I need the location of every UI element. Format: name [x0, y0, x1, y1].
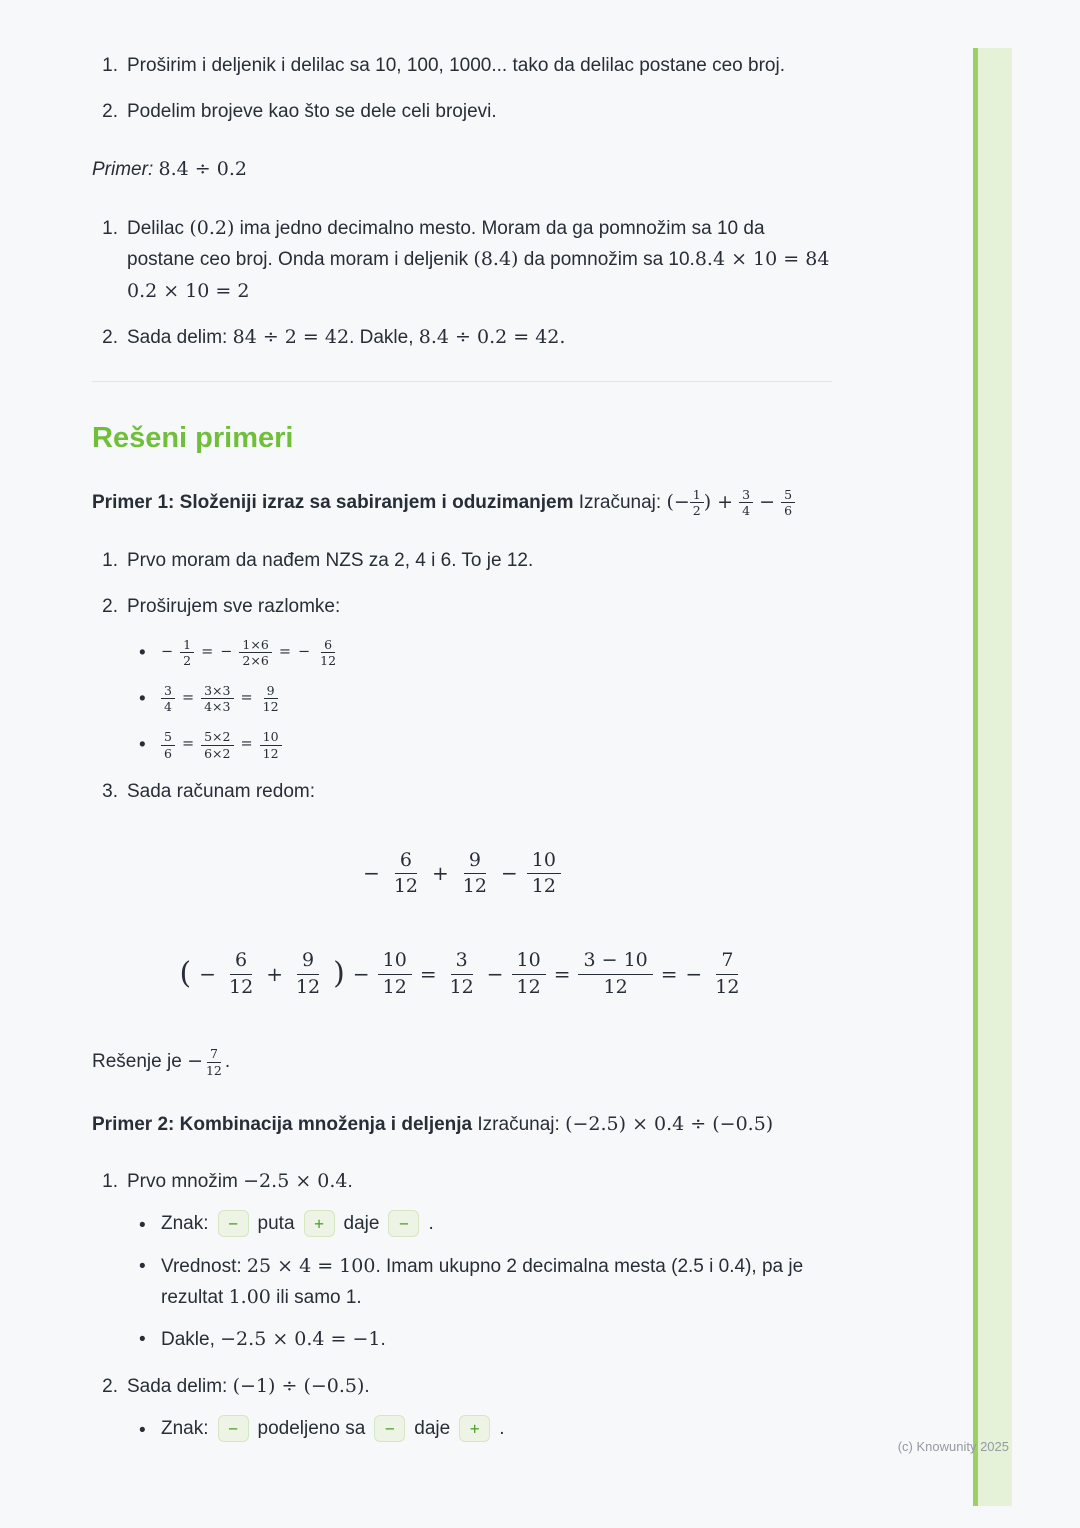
denominator: 12	[320, 653, 337, 669]
numerator: 7	[207, 1046, 221, 1063]
numerator: 6	[395, 848, 417, 875]
denominator: 2	[183, 653, 192, 669]
math-run: (8.4)	[473, 248, 519, 271]
numerator: 3	[451, 948, 473, 975]
minus-sign: • −	[161, 643, 174, 660]
equals-sign: =	[419, 961, 437, 986]
fraction	[239, 637, 271, 669]
primer-label: Primer:	[92, 158, 154, 180]
fraction	[527, 848, 561, 900]
numerator: 10	[378, 948, 412, 975]
list-item	[92, 545, 832, 576]
denominator: 2×6	[242, 653, 269, 669]
fraction	[180, 637, 194, 669]
list-number: 1.	[102, 55, 118, 76]
worksheet-content	[92, 50, 832, 1459]
equals-sign: =	[553, 961, 571, 986]
open-paren: (	[179, 956, 192, 992]
text-run: ima jedno decimalno mesto. Moram da ga pomnožim sa 10 da postane ceo broj. Onda moram i deljenik	[127, 218, 765, 271]
minus-sign: −	[363, 861, 380, 886]
numerator: 10	[527, 848, 561, 875]
denominator: 12	[262, 699, 279, 715]
sign-badge: −	[218, 1415, 249, 1442]
denominator: 2	[692, 503, 701, 519]
list-number: 2.	[102, 327, 118, 349]
fraction	[291, 948, 325, 1000]
equals-sign: =	[201, 643, 214, 660]
denominator: 12	[603, 975, 628, 998]
list-number: 1.	[102, 1170, 118, 1192]
math-run: 84 ÷ 2 = 42	[232, 326, 350, 349]
numerator: 3 − 10	[578, 948, 652, 975]
fraction	[161, 683, 175, 715]
text-run: Prvo množim	[127, 1170, 244, 1192]
fraction	[690, 487, 704, 519]
text-run: .	[364, 1375, 370, 1397]
math-run: 1.00	[228, 1285, 271, 1308]
fraction	[161, 729, 175, 761]
minus-sign: −	[199, 961, 216, 986]
math-run: −2.5 × 0.4 = −1	[220, 1328, 381, 1351]
text-run: . Imam ukupno 2 decimalna mesta (2.5 i 0.4), pa je rezultat	[161, 1255, 804, 1308]
text-run: .	[380, 1329, 386, 1351]
fraction	[739, 487, 753, 519]
denominator: 12	[462, 875, 487, 898]
list-number: 1.	[102, 549, 118, 571]
numerator: 10	[512, 948, 546, 975]
denominator: 12	[531, 875, 556, 898]
denominator: 12	[715, 975, 740, 998]
primer2-heading	[92, 1109, 832, 1140]
list-item-text	[127, 1166, 832, 1356]
numerator: 5	[781, 487, 795, 504]
denominator: 12	[262, 745, 279, 761]
math-run: (0.2)	[189, 217, 235, 240]
minus-sign: −	[297, 643, 311, 660]
numerator: • 5	[161, 729, 175, 746]
example-intro-line	[92, 154, 832, 185]
primer1-steps-list	[92, 545, 832, 808]
denominator: 12	[382, 975, 407, 998]
sign-badge: −	[374, 1415, 405, 1442]
list-item-text: Proširim i deljenik i delilac sa 10, 100, 1000... tako da delilac postane ceo broj.	[127, 55, 785, 76]
list-item	[92, 1371, 832, 1445]
minus-sign: −	[187, 1050, 203, 1073]
minus-sign: −	[486, 961, 504, 986]
text-run: • Znak:	[161, 1213, 209, 1235]
sign-badge: +	[304, 1210, 335, 1237]
fraction	[781, 487, 795, 519]
close-paren: )	[333, 956, 345, 992]
text-run: .	[224, 1051, 231, 1073]
list-item-text	[127, 1371, 832, 1445]
list-item-text	[127, 213, 832, 307]
text-run: da pomnožim sa 10.	[518, 249, 695, 271]
fraction	[458, 848, 492, 900]
fraction	[578, 948, 652, 1000]
fraction	[201, 729, 233, 761]
primer2-expression: (−2.5) × 0.4 ÷ (−0.5)	[565, 1112, 774, 1135]
text-run: Vrednost:	[161, 1255, 247, 1277]
text-run: Delilac	[127, 218, 190, 240]
numerator: • 3	[161, 683, 175, 700]
text-run: daje	[414, 1417, 451, 1439]
numerator: 9	[297, 948, 319, 975]
fraction	[201, 683, 233, 715]
list-item-text: Podelim brojeve kao što se dele celi brojevi.	[127, 101, 497, 123]
numerator: 1	[180, 637, 194, 654]
numerator: 6	[230, 948, 252, 975]
equals-sign: =	[181, 736, 195, 753]
fraction-equation-row	[127, 729, 832, 761]
primer1-title: Primer 1: Složeniji izraz sa sabiranjem i oduzimanjem	[92, 491, 574, 513]
numerator: 3	[739, 487, 753, 504]
list-item	[92, 322, 832, 353]
equals-sign: =	[181, 690, 195, 706]
list-item	[92, 1166, 832, 1356]
denominator: 6	[784, 503, 793, 519]
text-run: • Znak:	[161, 1417, 209, 1439]
text-run: .	[499, 1417, 505, 1439]
fraction	[260, 729, 282, 761]
fraction	[203, 1046, 225, 1078]
denominator: 4	[742, 503, 751, 519]
equals-sign: =	[240, 690, 253, 706]
plus-sign: +	[266, 961, 283, 986]
divider	[92, 381, 832, 382]
numerator: 9	[464, 848, 486, 875]
list-item-text: Sada računam redom:	[127, 781, 315, 803]
numerator: 10	[260, 729, 282, 746]
equals-sign: =	[240, 736, 253, 753]
numerator: 9	[264, 683, 278, 700]
primer2-steps-list	[92, 1166, 832, 1444]
fraction	[445, 948, 479, 1000]
text-run: Sada delim:	[127, 327, 233, 349]
fraction	[260, 683, 282, 715]
numerator: 5×2	[201, 729, 233, 746]
list-item	[92, 591, 832, 761]
math-run: 25 × 4 = 100	[246, 1254, 376, 1277]
sign-badge: +	[459, 1415, 490, 1442]
text-run: ili samo 1.	[270, 1286, 362, 1308]
equals-sign: =	[660, 961, 678, 986]
text-run: daje	[343, 1213, 380, 1235]
list-item-text	[127, 322, 832, 353]
math-run: (−	[666, 490, 690, 513]
fraction	[378, 948, 412, 1000]
list-number: 1.	[102, 218, 118, 240]
denominator: 4	[164, 699, 172, 715]
display-equation-2	[92, 948, 832, 1000]
primer2-title: Primer 2: Kombinacija množenja i deljenja	[92, 1113, 473, 1135]
section-heading: Rešeni primeri	[92, 422, 294, 455]
minus-sign: −	[685, 961, 703, 986]
math-run: 0.2 × 10 = 2	[127, 279, 250, 302]
denominator: 6	[164, 745, 172, 761]
equals-sign: =	[278, 643, 291, 660]
list-item-text	[127, 591, 832, 761]
denominator: 12	[449, 975, 474, 998]
numerator: 6	[321, 637, 335, 654]
list-number: 2.	[102, 1375, 118, 1397]
math-run: −	[753, 490, 782, 513]
page-accent-strip	[973, 48, 1012, 1506]
denominator: 12	[393, 875, 419, 898]
fraction	[389, 848, 423, 900]
task-label: Izračunaj:	[472, 1113, 566, 1135]
text-run: Sada delim:	[127, 1375, 233, 1397]
numerator: 7	[716, 948, 738, 975]
list-item	[92, 96, 832, 127]
division-steps-list	[92, 213, 832, 353]
fraction	[512, 948, 546, 1000]
text-run: puta	[257, 1213, 295, 1235]
denominator: 12	[205, 1062, 222, 1078]
display-equation-1	[92, 848, 832, 900]
denominator: 6×2	[204, 745, 231, 761]
task-label: Izračunaj:	[573, 491, 667, 513]
minus-sign: −	[352, 961, 370, 986]
primer-expression: 8.4 ÷ 0.2	[158, 157, 247, 180]
fraction	[710, 948, 744, 1000]
denominator: 12	[229, 975, 254, 998]
list-number: 3.	[102, 781, 118, 803]
numerator: 1	[690, 487, 704, 504]
fraction-equation-row	[127, 683, 832, 715]
text-run: Rešenje je	[92, 1051, 188, 1073]
primer1-result	[92, 1046, 832, 1078]
fraction-equation-row	[127, 637, 832, 669]
math-run: 8.4 × 10 = 84	[694, 248, 830, 271]
numerator: 1×6	[239, 637, 271, 654]
list-item	[92, 776, 832, 807]
fraction	[224, 948, 258, 1000]
denominator: 12	[516, 975, 541, 998]
denominator: 12	[295, 975, 321, 998]
minus-sign: −	[500, 861, 518, 886]
text-run: podeljeno sa	[257, 1417, 366, 1439]
primer1-heading	[92, 487, 832, 519]
math-run: (−1) ÷ (−0.5)	[232, 1374, 365, 1397]
text-run: Dakle,	[161, 1329, 221, 1351]
text-run: Proširujem sve razlomke:	[127, 596, 341, 618]
sign-rule-row	[127, 1413, 832, 1444]
list-number: 2.	[102, 596, 118, 618]
sign-badge: −	[218, 1210, 249, 1237]
value-explanation-row	[127, 1251, 832, 1314]
text-run: . Dakle,	[349, 327, 419, 349]
intro-list	[92, 50, 832, 128]
denominator: 4×3	[204, 699, 231, 715]
text-run: .	[428, 1213, 434, 1235]
plus-sign: +	[432, 861, 449, 886]
math-run: 8.4 ÷ 0.2 = 42.	[418, 326, 566, 349]
numerator: 3×3	[201, 683, 233, 700]
text-run: .	[347, 1170, 353, 1192]
list-item	[92, 213, 832, 307]
list-item-text: Prvo moram da nađem NZS za 2, 4 i 6. To je 12.	[127, 549, 534, 571]
conclusion-row	[127, 1324, 832, 1355]
minus-sign: −	[220, 643, 233, 660]
list-number: 2.	[102, 101, 118, 123]
math-run: −2.5 × 0.4	[243, 1169, 348, 1192]
list-item	[92, 50, 832, 81]
math-run: ) +	[703, 490, 740, 513]
fraction	[317, 637, 339, 669]
sign-badge: −	[388, 1210, 419, 1237]
copyright-watermark: (c) Knowunity 2025	[897, 1439, 1009, 1454]
sign-rule-row	[127, 1208, 832, 1239]
